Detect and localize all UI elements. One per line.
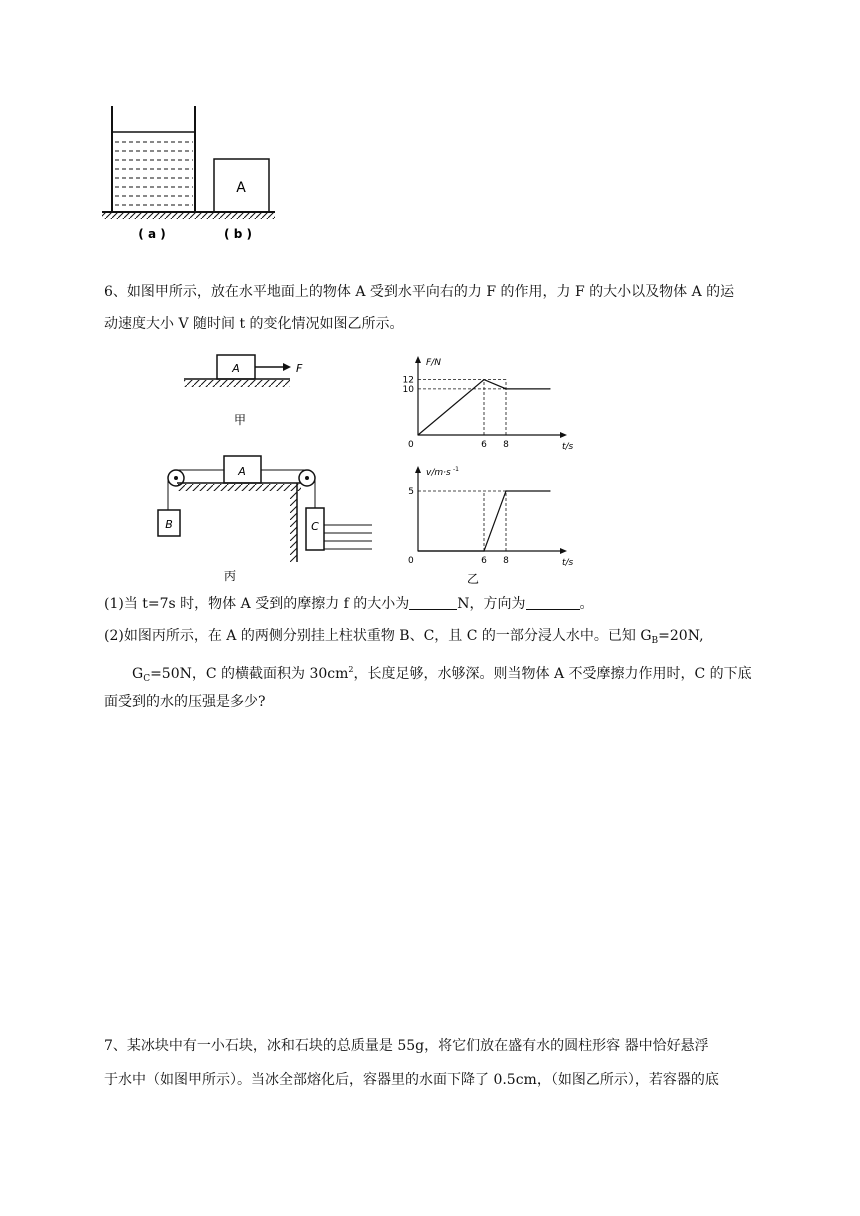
- q6-part2-text-c: G: [132, 666, 144, 682]
- jia-caption: 甲: [233, 413, 247, 427]
- answer-blank-direction[interactable]: [526, 595, 580, 610]
- data-point: [483, 550, 484, 551]
- yi-caption: 乙: [466, 572, 480, 586]
- bing-block-a-label: A: [238, 465, 246, 478]
- x-axis-label: t/s: [562, 558, 574, 568]
- label-b: ( b ): [224, 227, 252, 241]
- y-axis-label: F/N: [426, 358, 441, 368]
- data-point: [483, 379, 484, 380]
- figure-bing: [150, 450, 380, 590]
- q6-line1: 6、如图甲所示，放在水平地面上的物体 A 受到水平向右的力 F 的作用，力 F 的大小以及物体 A 的运: [104, 284, 735, 300]
- q6-part1: [104, 594, 594, 614]
- force-arrow-icon: [283, 363, 291, 371]
- q6-part1-text-a: (1)当 t=7s 时，物体 A 受到的摩擦力 f 的大小为: [104, 596, 410, 612]
- q7-line1: 7、某冰块中有一小石块，冰和石块的总质量是 55g，将它们放在盛有水的圆柱形容 器中恰好悬浮: [104, 1038, 709, 1054]
- q6-part2-line1: [104, 626, 704, 651]
- q6-part2-text-a: (2)如图丙所示，在 A 的两侧分别挂上柱状重物 B、C，且 C 的一部分浸人水中。已知 G: [104, 628, 652, 644]
- x-tick-label: 8: [503, 440, 509, 450]
- x-tick-label: 6: [481, 440, 487, 450]
- y-axis-label-exponent: -1: [453, 466, 459, 473]
- y-tick-label: 5: [408, 487, 414, 497]
- q7-line2: 于水中（如图甲所示）。当冰全部熔化后，容器里的水面下降了 0.5cm，（如图乙所示），若容器的底: [104, 1072, 719, 1088]
- q6-part1-text-b: N，方向为: [457, 596, 526, 612]
- data-point: [417, 550, 418, 551]
- q6-part2-line3: 面受到的水的压强是多少?: [104, 694, 266, 710]
- data-point: [549, 388, 550, 389]
- bing-caption: 丙: [223, 569, 237, 583]
- figure-container-and-block: [100, 98, 280, 246]
- jia-force-label: F: [296, 362, 303, 375]
- q6-part2-text-b: =20N,: [658, 628, 704, 644]
- q6-part1-text-c: 。: [579, 596, 594, 612]
- water-container: [112, 106, 195, 212]
- y-axis-arrow-icon: [415, 356, 421, 363]
- block-a-label: A: [236, 180, 246, 196]
- jia-block-label: A: [232, 362, 240, 375]
- y-axis-arrow-icon: [415, 466, 421, 473]
- figure-yi-graphs: [390, 338, 574, 588]
- data-point: [417, 434, 418, 435]
- y-tick-label: 10: [402, 384, 414, 395]
- y-axis-label: v/m·s: [426, 468, 451, 478]
- x-tick-label: 6: [481, 556, 487, 566]
- data-point: [505, 388, 506, 389]
- origin-label: 0: [408, 440, 414, 450]
- q6-part2-line2: [132, 660, 752, 689]
- q6-line2: 动速度大小 V 随时间 t 的变化情况如图乙所示。: [104, 316, 404, 332]
- origin-label: 0: [408, 556, 414, 566]
- force-time-graph: [403, 356, 574, 452]
- q6-part2-sup: 2: [348, 665, 354, 674]
- q6-part2-text-d: =50N，C 的横截面积为 30cm: [150, 666, 349, 682]
- x-axis-arrow-icon: [560, 432, 567, 438]
- q6-part2-sub-b: B: [651, 636, 659, 646]
- velocity-time-graph: [408, 466, 574, 568]
- bing-block-b-label: B: [165, 518, 173, 531]
- x-axis-label: t/s: [562, 442, 574, 452]
- q6-part2-sub-c: C: [143, 674, 151, 684]
- figure-jia: [180, 350, 320, 430]
- label-a: ( a ): [138, 227, 166, 241]
- answer-blank-friction[interactable]: [409, 595, 457, 610]
- bing-block-c-label: C: [311, 520, 319, 533]
- y-tick-label: 12: [402, 375, 414, 386]
- q6-part2-text-e: ，长度足够，水够深。则当物体 A 不受摩擦力作用时，C 的下底: [353, 666, 752, 682]
- x-axis-arrow-icon: [560, 548, 567, 554]
- data-point: [549, 490, 550, 491]
- data-point: [505, 490, 506, 491]
- x-tick-label: 8: [503, 556, 509, 566]
